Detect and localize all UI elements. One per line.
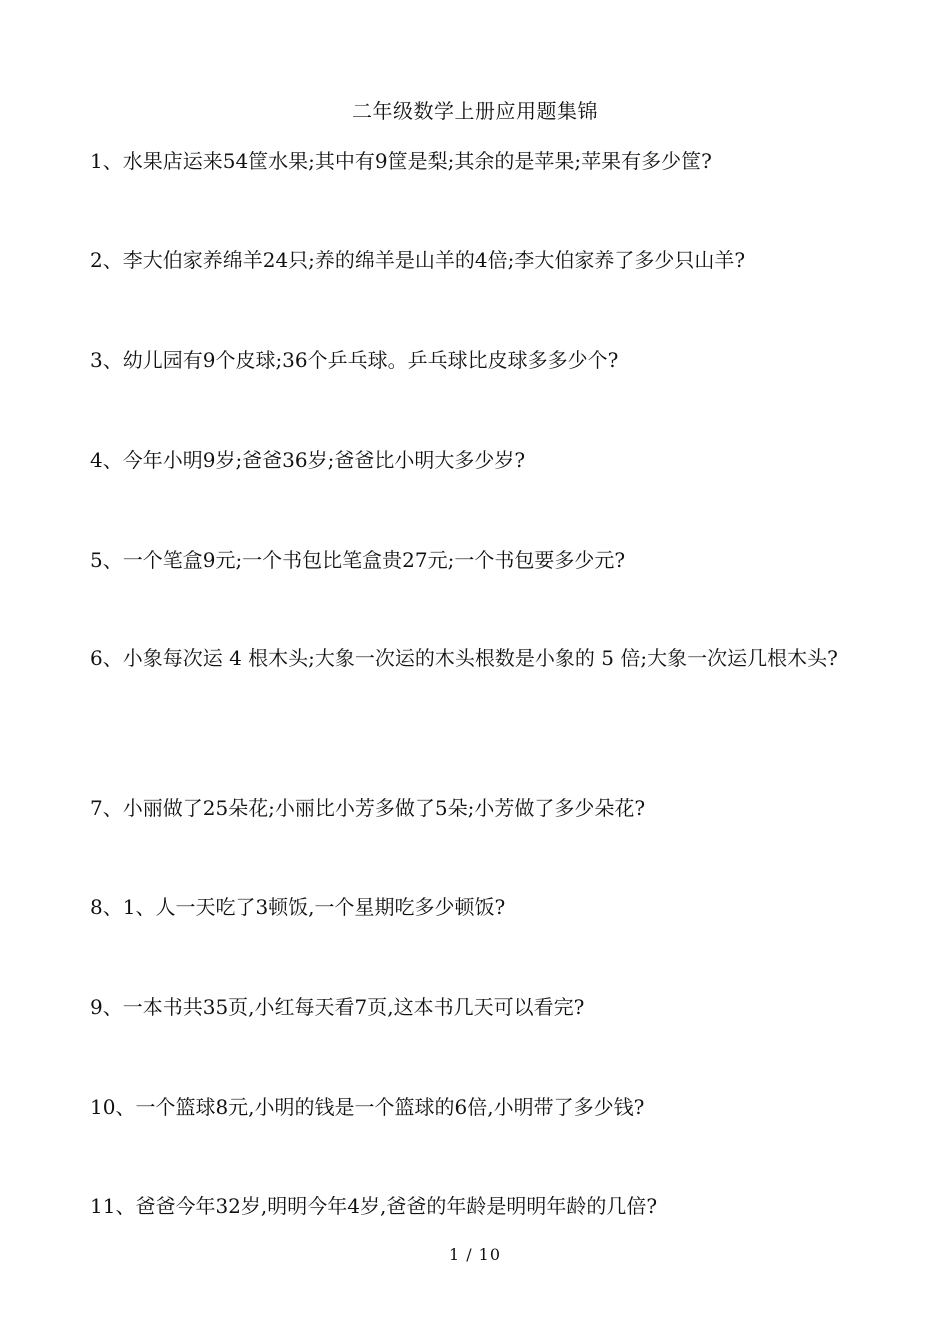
question-2: 2、李大伯家养绵羊24只;养的绵羊是山羊的4倍;李大伯家养了多少只山羊?	[90, 248, 746, 272]
question-4: 4、今年小明9岁;爸爸36岁;爸爸比小明大多少岁?	[90, 448, 526, 472]
document-title: 二年级数学上册应用题集锦	[352, 99, 598, 123]
question-3: 3、幼儿园有9个皮球;36个乒乓球。乒乓球比皮球多多少个?	[90, 348, 619, 372]
question-5: 5、一个笔盒9元;一个书包比笔盒贵27元;一个书包要多少元?	[90, 548, 626, 572]
question-8: 8、1、人一天吃了3顿饭,一个星期吃多少顿饭?	[90, 895, 506, 919]
question-7: 7、小丽做了25朵花;小丽比小芳多做了5朵;小芳做了多少朵花?	[90, 796, 646, 820]
page-number: 1 / 10	[448, 1245, 502, 1264]
question-1: 1、水果店运来54筐水果;其中有9筐是梨;其余的是苹果;苹果有多少筐?	[90, 149, 712, 173]
question-11: 11、爸爸今年32岁,明明今年4岁,爸爸的年龄是明明年龄的几倍?	[90, 1194, 658, 1218]
question-10: 10、一个篮球8元,小明的钱是一个篮球的6倍,小明带了多少钱?	[90, 1095, 645, 1119]
question-6: 6、小象每次运 4 根木头;大象一次运的木头根数是小象的 5 倍;大象一次运几根木头?	[90, 646, 838, 670]
question-9: 9、一本书共35页,小红每天看7页,这本书几天可以看完?	[90, 995, 585, 1019]
